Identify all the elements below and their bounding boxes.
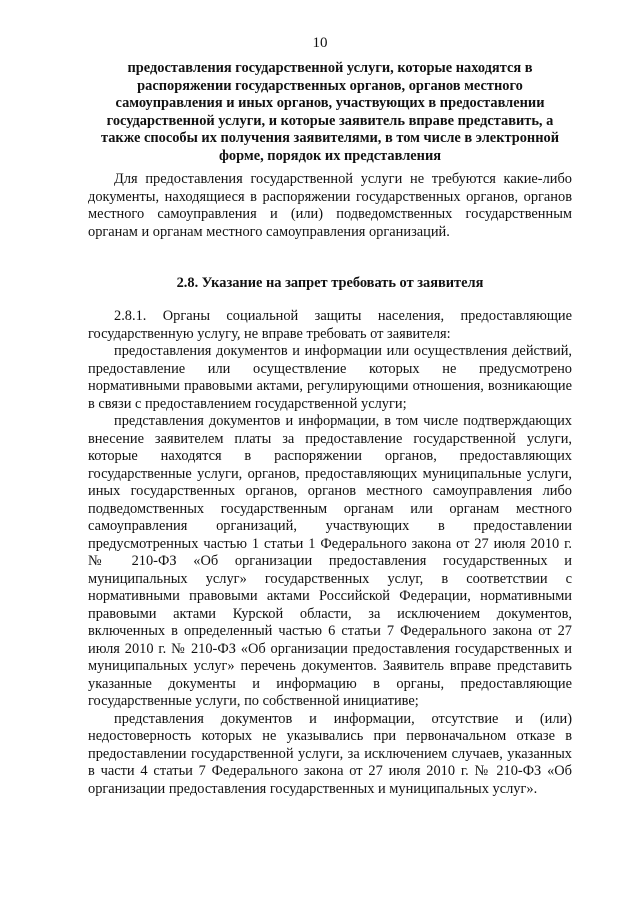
heading-line: форме, порядок их представления — [218, 147, 442, 164]
heading-line: распоряжении государственных органов, органов местного — [137, 77, 523, 94]
heading-line: самоуправления и иных органов, участвующих в предоставлении — [115, 95, 545, 111]
section-heading — [88, 60, 572, 165]
section-title: 2.8. Указание на запрет требовать от заявителя — [176, 275, 484, 291]
heading-line: также способы их получения заявителями, в том числе в электронной — [100, 130, 559, 146]
paragraph: 2.8.1. Органы социальной защиты населения, предоставляющие государственную услугу, не вправе требовать от заявителя: — [88, 308, 572, 342]
intro-block — [88, 171, 572, 241]
paragraph: представления документов и информации, отсутствие и (или) недостоверность которых не указывались при первоначальном отказе в предоставлении государственной услуги, за исключением случаев, указанных в части 4 статьи 7 Федерального закона от 27 июля 2010 г. № 210-ФЗ «Об организации предоставления государственных и муниципальных услуг». — [88, 710, 572, 797]
heading-line: предоставления государственной услуги, которые находятся в — [127, 60, 533, 76]
paragraph: представления документов и информации, в том числе подтверждающих внесение заявителем платы за предоставление государственной услуги, которые находятся в распоряжении органов, предоставляющих государственные услуги, органов, предоставляющих муниципальные услуги, иных государственных органов, органов местного самоуправления либо подведомственных государственным органам или органам местного самоуправления организаций, участвующих в предоставлении предусмотренных частью 1 статьи 1 Федерального закона от 27 июля 2010 г. № 210-ФЗ «Об организации предоставления государственных и муниципальных услуг» государственных услуг, в соответствии с нормативными правовыми актами Российской Федерации, нормативными правовыми актами Курской области, за исключением документов, включенных в определенный частью 6 статьи 7 Федерального закона от 27 июля 2010 г. № 210-ФЗ «Об организации предоставления государственных и муниципальных услуг» перечень документов. Заявитель вправе представить указанные документы и информацию в органы, предоставляющие государственные услуги, по собственной инициативе; — [88, 413, 572, 709]
section-body — [88, 308, 572, 798]
paragraph: предоставления документов и информации или осуществления действий, предоставление или осуществление которых не предусмотрено нормативными правовыми актами, регулирующими отношения, возникающие в связи с предоставлением государственной услуги; — [88, 343, 572, 412]
heading-line: государственной услуги, и которые заявитель вправе представить, а — [106, 112, 554, 129]
page-number: 10 — [312, 35, 328, 51]
intro-paragraph: Для предоставления государственной услуги не требуются какие-либо документы, находящиеся в распоряжении государственных органов, органов местного самоуправления и (или) подведомственных государственным органам и органам местного самоуправления организаций. — [88, 171, 572, 240]
